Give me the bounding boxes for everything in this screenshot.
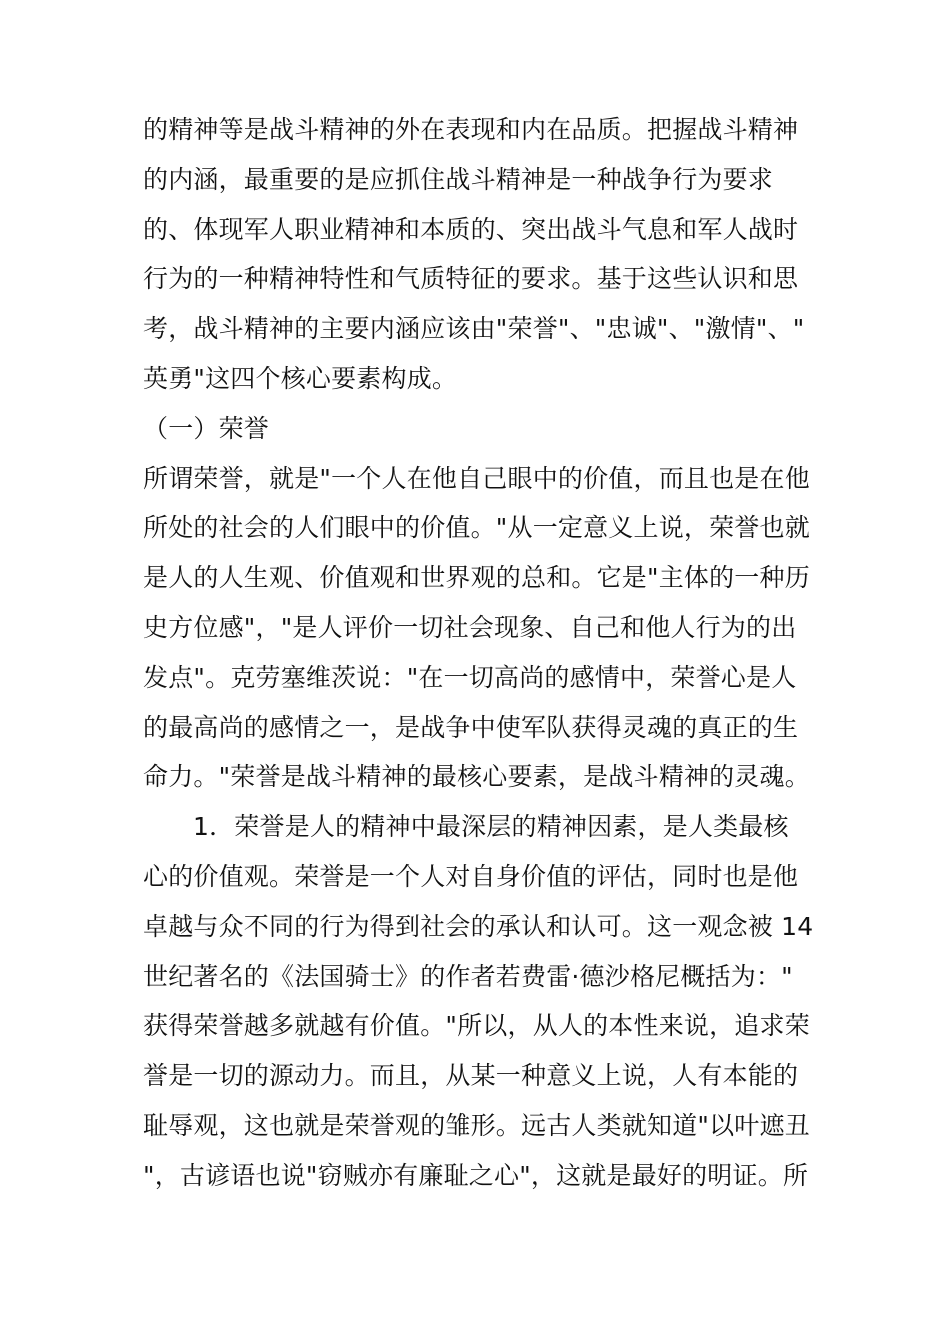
text-line: 所谓荣誉，就是"一个人在他自己眼中的价值，而且也是在他 — [143, 463, 810, 493]
text-line: 誉是一切的源动力。而且，从某一种意义上说，人有本能的 — [143, 1061, 799, 1091]
text-line: 耻辱观，这也就是荣誉观的雏形。远古人类就知道"以叶遮丑 — [143, 1110, 810, 1140]
text-line: 获得荣誉越多就越有价值。"所以，从人的本性来说，追求荣 — [143, 1011, 810, 1041]
text-line: 命力。"荣誉是战斗精神的最核心要素，是战斗精神的灵魂。 — [143, 762, 810, 792]
text-line: 考，战斗精神的主要内涵应该由"荣誉"、"忠诚"、"激情"、" — [143, 314, 805, 344]
section-heading: （一）荣誉 — [143, 413, 270, 443]
text-line: 的最高尚的感情之一，是战争中使军队获得灵魂的真正的生 — [143, 712, 799, 742]
text-line: 的内涵，最重要的是应抓住战斗精神是一种战争行为要求 — [143, 164, 774, 194]
body-text — [143, 105, 843, 1201]
text-line: 史方位感"，"是人评价一切社会现象、自己和他人行为的出 — [143, 612, 797, 642]
text-line: 世纪著名的《法国骑士》的作者若费雷·德沙格尼概括为：" — [143, 961, 793, 991]
text-line: 行为的一种精神特性和气质特征的要求。基于这些认识和思 — [143, 264, 799, 294]
text-line: 所处的社会的人们眼中的价值。"从一定意义上说，荣誉也就 — [143, 513, 810, 543]
text-line: 心的价值观。荣誉是一个人对自身价值的评估，同时也是他 — [143, 861, 799, 891]
text-line: 的精神等是战斗精神的外在表现和内在品质。把握战斗精神 — [143, 115, 799, 144]
text-line: 英勇"这四个核心要素构成。 — [143, 363, 458, 393]
text-line: 发点"。克劳塞维茨说："在一切高尚的感情中，荣誉心是人 — [143, 662, 797, 692]
text-line: 是人的人生观、价值观和世界观的总和。它是"主体的一种历 — [143, 563, 810, 593]
text-line: 卓越与众不同的行为得到社会的承认和认可。这一观念被 14 — [143, 911, 814, 941]
text-line: "，古谚语也说"窃贼亦有廉耻之心"，这就是最好的明证。所 — [143, 1160, 809, 1190]
numbered-paragraph-start: 1．荣誉是人的精神中最深层的精神因素，是人类最核 — [193, 812, 789, 842]
text-line: 的、体现军人职业精神和本质的、突出战斗气息和军人战时 — [143, 214, 799, 244]
